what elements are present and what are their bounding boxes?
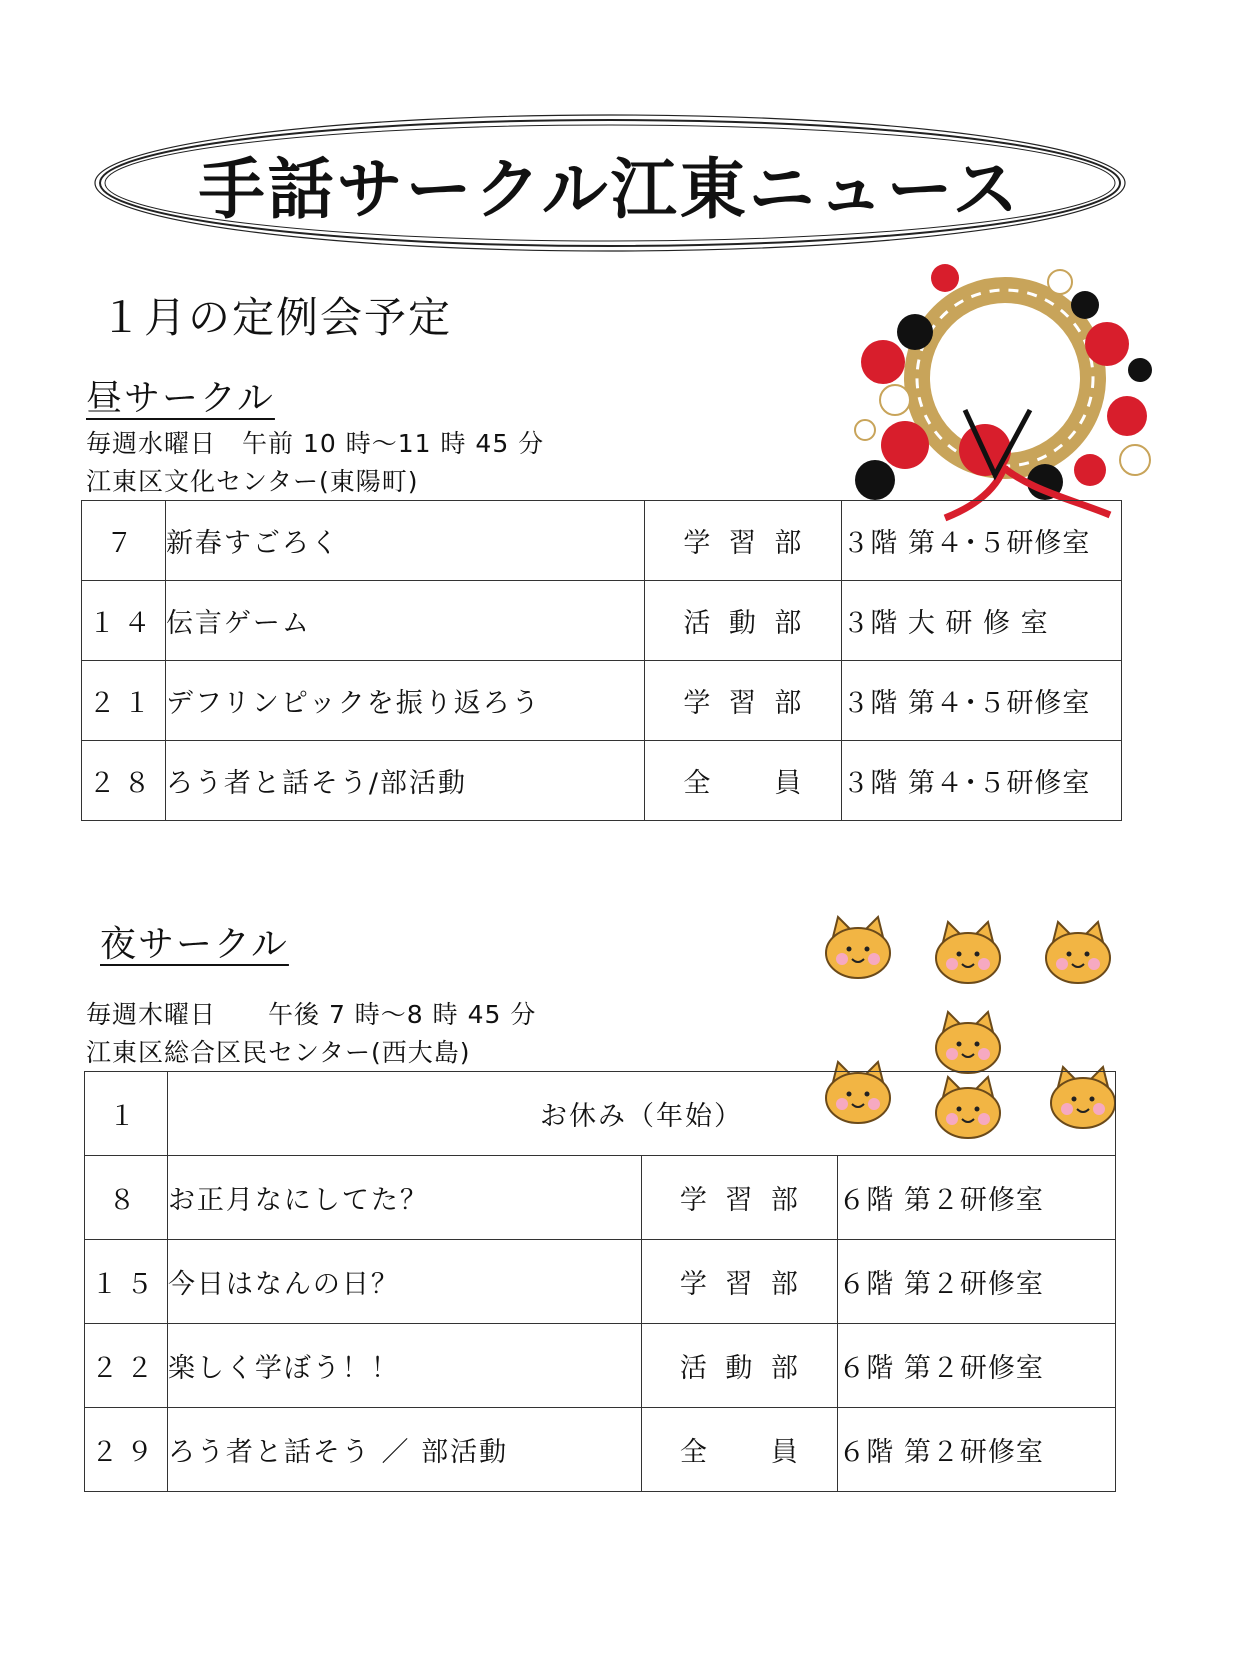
department-cell xyxy=(642,1240,838,1324)
department-cell xyxy=(645,661,842,741)
department-char: 部 xyxy=(770,1269,800,1300)
night-circle-table xyxy=(84,1071,1116,1492)
department-char: 習 xyxy=(725,1185,755,1216)
department-cell xyxy=(642,1156,838,1240)
department-cell xyxy=(645,581,842,661)
department-char: 員 xyxy=(774,768,804,799)
night-circle-venue: 江東区総合区民センター(西大島) xyxy=(86,1038,471,1067)
holiday-cell: お休み（年始） xyxy=(167,1072,1115,1156)
night-circle-schedule: 毎週木曜日 午後 7 時～8 時 45 分 xyxy=(86,1000,537,1029)
date-cell: ２９ xyxy=(85,1408,168,1492)
department-char: 全 xyxy=(683,768,713,799)
date-cell: ８ xyxy=(85,1156,168,1240)
title-banner xyxy=(90,108,1130,258)
department-cell xyxy=(645,501,842,581)
date-cell: １５ xyxy=(85,1240,168,1324)
department-cell xyxy=(642,1408,838,1492)
department-char: 習 xyxy=(728,528,758,559)
topic-cell: ろう者と話そう ／ 部活動 xyxy=(167,1408,641,1492)
room-cell: ６階 第２研修室 xyxy=(838,1324,1116,1408)
department-cell xyxy=(645,741,842,821)
cat-icon xyxy=(1046,922,1110,983)
date-cell: １４ xyxy=(82,581,166,661)
room-cell: ３階 第４･５研修室 xyxy=(842,501,1122,581)
department-char: 部 xyxy=(774,528,804,559)
department-char: 全 xyxy=(679,1437,709,1468)
table-row xyxy=(85,1324,1116,1408)
date-cell: ７ xyxy=(82,501,166,581)
day-circle-heading: 昼サークル xyxy=(86,378,275,419)
department-cell xyxy=(642,1324,838,1408)
date-cell: １ xyxy=(85,1072,168,1156)
department-char: 動 xyxy=(728,608,758,639)
room-cell: ６階 第２研修室 xyxy=(838,1156,1116,1240)
table-row xyxy=(82,741,1122,821)
topic-cell: 楽しく学ぼう！！ xyxy=(167,1324,641,1408)
room-cell: ３階 第４･５研修室 xyxy=(842,661,1122,741)
department-char: 学 xyxy=(683,688,713,719)
department-char: 部 xyxy=(770,1185,800,1216)
page-title: 手話サークル江東ニュース xyxy=(198,150,1022,228)
date-cell: ２１ xyxy=(82,661,166,741)
day-circle-table xyxy=(81,500,1122,821)
room-cell: ３階 第４･５研修室 xyxy=(842,741,1122,821)
date-cell: ２８ xyxy=(82,741,166,821)
room-cell: ６階 第２研修室 xyxy=(838,1408,1116,1492)
table-row xyxy=(82,581,1122,661)
new-year-wreath-illustration xyxy=(845,260,1165,522)
department-char: 部 xyxy=(774,688,804,719)
table-row xyxy=(82,501,1122,581)
topic-cell: 新春すごろく xyxy=(165,501,644,581)
department-char: 学 xyxy=(683,528,713,559)
room-cell: ３階 大 研 修 室 xyxy=(842,581,1122,661)
cat-icon xyxy=(936,922,1000,983)
date-cell: ２２ xyxy=(85,1324,168,1408)
room-cell: ６階 第２研修室 xyxy=(838,1240,1116,1324)
day-circle-schedule: 毎週水曜日 午前 10 時～11 時 45 分 xyxy=(86,429,545,458)
cat-icon xyxy=(826,917,890,978)
department-char: 動 xyxy=(725,1353,755,1384)
department-char: 学 xyxy=(679,1185,709,1216)
table-row xyxy=(85,1240,1116,1324)
day-circle-venue: 江東区文化センター(東陽町) xyxy=(86,467,419,496)
topic-cell: お正月なにしてた？ xyxy=(167,1156,641,1240)
night-circle-heading: 夜サークル xyxy=(100,924,289,965)
table-row xyxy=(85,1408,1116,1492)
table-row-holiday xyxy=(85,1072,1116,1156)
department-char: 活 xyxy=(683,608,713,639)
department-char: 員 xyxy=(770,1437,800,1468)
table-row xyxy=(85,1156,1116,1240)
cat-icon xyxy=(936,1012,1000,1073)
table-row xyxy=(82,661,1122,741)
topic-cell: ろう者と話そう/部活動 xyxy=(165,741,644,821)
department-char: 部 xyxy=(774,608,804,639)
topic-cell: デフリンピックを振り返ろう xyxy=(165,661,644,741)
department-char: 習 xyxy=(728,688,758,719)
topic-cell: 今日はなんの日？ xyxy=(167,1240,641,1324)
department-char: 活 xyxy=(679,1353,709,1384)
department-char: 習 xyxy=(725,1269,755,1300)
department-char: 学 xyxy=(679,1269,709,1300)
topic-cell: 伝言ゲーム xyxy=(165,581,644,661)
month-schedule-heading: １月の定例会予定 xyxy=(100,293,453,342)
department-char: 部 xyxy=(770,1353,800,1384)
